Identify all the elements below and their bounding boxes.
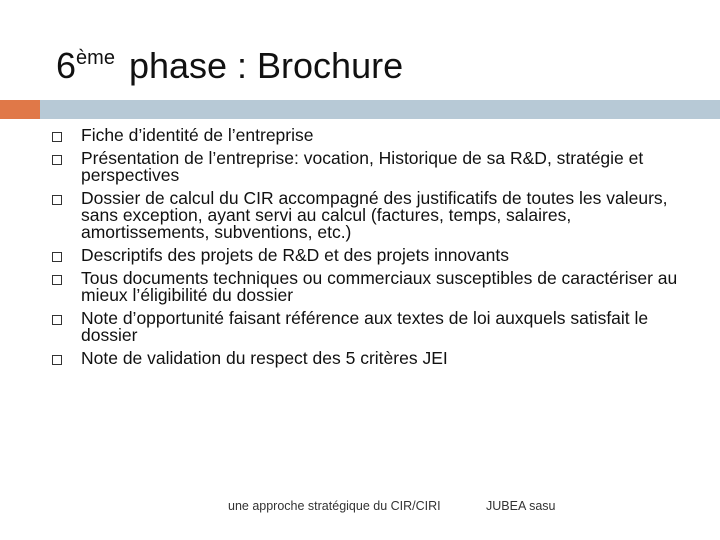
checkbox-icon: [52, 275, 62, 285]
bullet-text: Fiche d’identité de l’entreprise: [81, 125, 314, 145]
bullet-item: [52, 150, 692, 184]
bullet-text: Descriptifs des projets de R&D et des projets innovants: [81, 245, 509, 265]
checkbox-icon: [52, 355, 62, 365]
title-number: 6: [56, 45, 77, 86]
title-rule-bar: [40, 100, 720, 119]
bullet-list: [52, 127, 692, 373]
checkbox-icon: [52, 155, 62, 165]
checkbox-icon: [52, 132, 62, 142]
bullet-item: [52, 270, 692, 304]
checkbox-icon: [52, 195, 62, 205]
footer-tagline: une approche stratégique du CIR/CIRI: [228, 499, 441, 513]
bullet-text: Tous documents techniques ou commerciaux susceptibles de caractériser au mieux l’éligibilité du dossier: [81, 268, 678, 305]
bullet-item: [52, 190, 692, 241]
bullet-text: Note d’opportunité faisant référence aux textes de loi auxquels satisfait le dossier: [81, 308, 649, 345]
bullet-text: Note de validation du respect des 5 critères JEI: [81, 348, 448, 368]
slide-footer: [0, 499, 720, 515]
checkbox-icon: [52, 252, 62, 262]
bullet-item: [52, 247, 692, 264]
title-text: phase : Brochure: [128, 45, 404, 86]
checkbox-icon: [52, 315, 62, 325]
title-rule-accent: [0, 100, 40, 119]
bullet-item: [52, 127, 692, 144]
bullet-text: Dossier de calcul du CIR accompagné des justificatifs de toutes les valeurs, sans exception, ayant servi au calcul (factures, temps, salaires, amortissements, subventions, etc.): [81, 188, 668, 242]
footer-company: JUBEA sasu: [486, 499, 556, 513]
bullet-item: [52, 310, 692, 344]
bullet-item: [52, 350, 692, 367]
title-superscript: ème: [76, 47, 115, 69]
bullet-text: Présentation de l’entreprise: vocation, Historique de sa R&D, stratégie et perspectives: [81, 148, 644, 185]
slide-title: [56, 34, 403, 90]
